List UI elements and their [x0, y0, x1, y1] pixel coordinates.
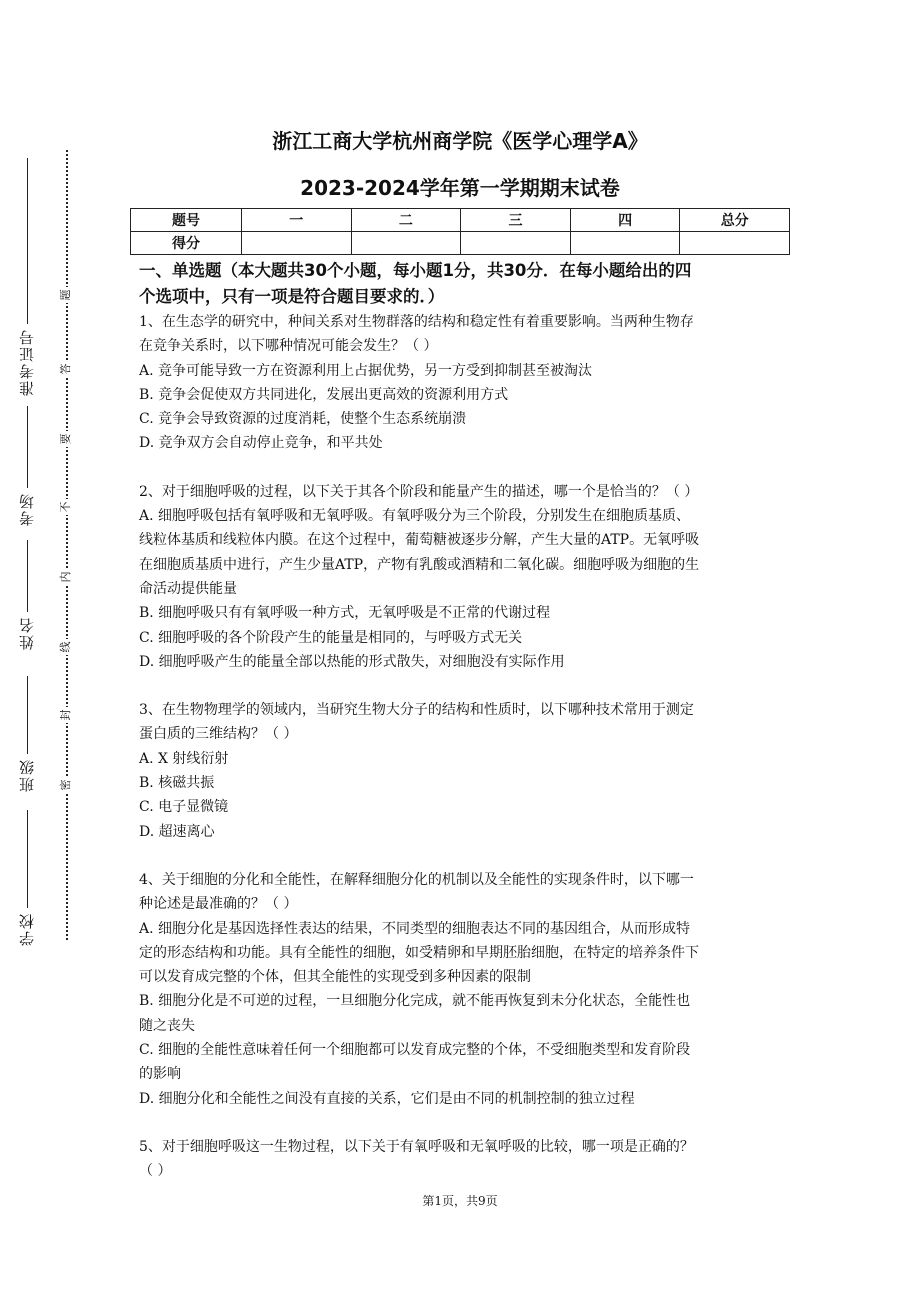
option-text-line: A. 细胞呼吸包括有氧呼吸和无氧呼吸。有氧呼吸分为三个阶段，分别发生在细胞质基质、 [139, 508, 691, 525]
option-C[interactable] [139, 1038, 787, 1087]
question-2 [139, 480, 787, 674]
class-underline [27, 676, 28, 754]
question-stem-line: 3、在生物物理学的领域内，当研究生物大分子的结构和性质时，以下哪种技术常用于测定 [139, 702, 694, 719]
seal-char: 密 [59, 777, 73, 793]
score-cell [351, 232, 461, 255]
option-text-line: C. 竞争会导致资源的过度消耗，使整个生态系统崩溃 [139, 411, 467, 428]
option-D[interactable] [139, 431, 787, 455]
option-text-line: D. 竞争双方会自动停止竞争，和平共处 [139, 435, 383, 452]
question-4 [139, 868, 787, 1111]
seal-char: 封 [59, 707, 73, 723]
option-text-line: B. 细胞分化是不可逆的过程，一旦细胞分化完成，就不能再恢复到未分化状态，全能性也 [139, 993, 691, 1010]
school-underline [27, 810, 28, 908]
exam-number-label: 准考证号 [18, 328, 36, 396]
question-stem-line: 2、对于细胞呼吸的过程，以下关于其各个阶段和能量产生的描述，哪一个是恰当的？（ ） [139, 483, 699, 500]
option-text-line: 命活动提供能量 [139, 580, 237, 597]
score-cell [461, 232, 571, 255]
seal-char: 线 [59, 639, 73, 655]
option-text-line: 定的形态结构和功能。具有全能性的细胞，如受精卵和早期胚胎细胞，在特定的培养条件下 [139, 944, 699, 961]
score-cell [680, 232, 790, 255]
option-text-line: A. 细胞分化是基因选择性表达的结果，不同类型的细胞表达不同的基因组合，从而形成特 [139, 920, 691, 937]
option-text-line: B. 竞争会促使双方共同进化，发展出更高效的资源利用方式 [139, 386, 509, 403]
option-text-line: 的影响 [139, 1066, 181, 1083]
class-label: 班级 [18, 758, 36, 792]
option-text-line: B. 细胞呼吸只有有氧呼吸一种方式，无氧呼吸是不正常的代谢过程 [139, 605, 551, 622]
score-cell [242, 232, 352, 255]
score-cell: 得分 [131, 232, 242, 255]
question-gap [139, 674, 787, 698]
exam-room-label: 考场 [18, 492, 36, 526]
exam-subtitle: 2023-2024学年第一学期期末试卷 [300, 176, 620, 200]
page-number: 第1页，共9页 [422, 1194, 498, 1208]
seal-char: 要 [59, 431, 73, 447]
question-gap [139, 456, 787, 480]
seal-char: 不 [59, 499, 73, 515]
name-underline [27, 540, 28, 612]
option-text-line: D. 细胞分化和全能性之间没有直接的关系，它们是由不同的机制控制的独立过程 [139, 1090, 635, 1107]
section-heading: 一、单选题（本大题共30个小题，每小题1分，共30分．在每小题给出的四 [139, 261, 692, 280]
field-school [16, 810, 38, 946]
school-label: 学校 [18, 912, 36, 946]
option-text-line: 可以发育成完整的个体，但其全能性的实现受到多种因素的限制 [139, 969, 531, 986]
seal-char: 内 [59, 569, 73, 585]
option-text-line: D. 超速离心 [139, 823, 215, 840]
score-table-score-row [131, 232, 790, 255]
score-cell: 四 [570, 209, 680, 232]
option-text-line: C. 细胞的全能性意味着任何一个细胞都可以发育成完整的个体，不受细胞类型和发育阶段 [139, 1042, 691, 1059]
option-text-line: 随之丧失 [139, 1017, 195, 1034]
question-5 [139, 1135, 787, 1184]
question-stem-line: （ ） [139, 1163, 172, 1180]
option-B[interactable] [139, 989, 787, 1038]
seal-char: 题 [59, 287, 73, 303]
name-label: 姓名 [18, 616, 36, 650]
option-A[interactable] [139, 747, 787, 771]
option-text-line: C. 电子显微镜 [139, 799, 229, 816]
option-D[interactable] [139, 820, 787, 844]
option-B[interactable] [139, 601, 787, 625]
option-A[interactable] [139, 359, 787, 383]
option-B[interactable] [139, 771, 787, 795]
option-A[interactable] [139, 504, 787, 601]
field-class [16, 676, 38, 792]
score-cell: 总分 [680, 209, 790, 232]
option-A[interactable] [139, 917, 787, 990]
option-text-line: C. 细胞呼吸的各个阶段产生的能量是相同的，与呼吸方式无关 [139, 629, 523, 646]
option-text-line: A. 竞争可能导致一方在资源利用上占据优势，另一方受到抑制甚至被淘汰 [139, 362, 593, 379]
seal-dotted-line [66, 150, 68, 940]
exam-room-underline [27, 406, 28, 488]
option-text-line: B. 核磁共振 [139, 775, 215, 792]
question-list [139, 310, 787, 1184]
option-C[interactable] [139, 795, 787, 819]
section-heading: 个选项中，只有一项是符合题目要求的．） [139, 287, 445, 306]
score-cell [570, 232, 680, 255]
option-C[interactable] [139, 407, 787, 431]
question-stem-line: 1、在生态学的研究中，种间关系对生物群落的结构和稳定性有着重要影响。当两种生物存 [139, 314, 694, 330]
question-gap [139, 844, 787, 868]
option-D[interactable] [139, 1087, 787, 1111]
field-name [16, 540, 38, 650]
option-B[interactable] [139, 383, 787, 407]
option-text-line: A. X 射线衍射 [139, 750, 229, 767]
question-stem-line: 种论述是最准确的？（ ） [139, 896, 298, 913]
score-cell: 一 [242, 209, 352, 232]
score-cell: 三 [461, 209, 571, 232]
score-cell: 二 [351, 209, 461, 232]
score-cell: 题号 [131, 209, 242, 232]
question-1 [139, 310, 787, 456]
option-C[interactable] [139, 626, 787, 650]
seal-char: 答 [59, 361, 73, 377]
question-stem-line: 蛋白质的三维结构？（ ） [139, 726, 298, 743]
exam-title: 浙江工商大学杭州商学院《医学心理学A》 [272, 129, 648, 153]
question-stem-line: 4、关于细胞的分化和全能性，在解释细胞分化的机制以及全能性的实现条件时，以下哪一 [139, 871, 694, 888]
option-D[interactable] [139, 650, 787, 674]
question-gap [139, 1111, 787, 1135]
question-content [139, 258, 787, 1184]
question-stem-line: 在竞争关系时，以下哪种情况可能会发生？（ ） [139, 338, 438, 355]
question-3 [139, 698, 787, 844]
question-stem-line: 5、对于细胞呼吸这一生物过程，以下关于有氧呼吸和无氧呼吸的比较，哪一项是正确的？ [139, 1138, 694, 1155]
score-table [130, 208, 790, 255]
score-table-header-row [131, 209, 790, 232]
option-text-line: D. 细胞呼吸产生的能量全部以热能的形式散失，对细胞没有实际作用 [139, 653, 565, 670]
option-text-line: 在细胞质基质中进行，产生少量ATP，产物有乳酸或酒精和二氧化碳。细胞呼吸为细胞的生 [139, 556, 700, 573]
field-exam-room [16, 406, 38, 526]
option-text-line: 线粒体基质和线粒体内膜。在这个过程中，葡萄糖被逐步分解，产生大量的ATP。无氧呼吸 [139, 532, 700, 549]
